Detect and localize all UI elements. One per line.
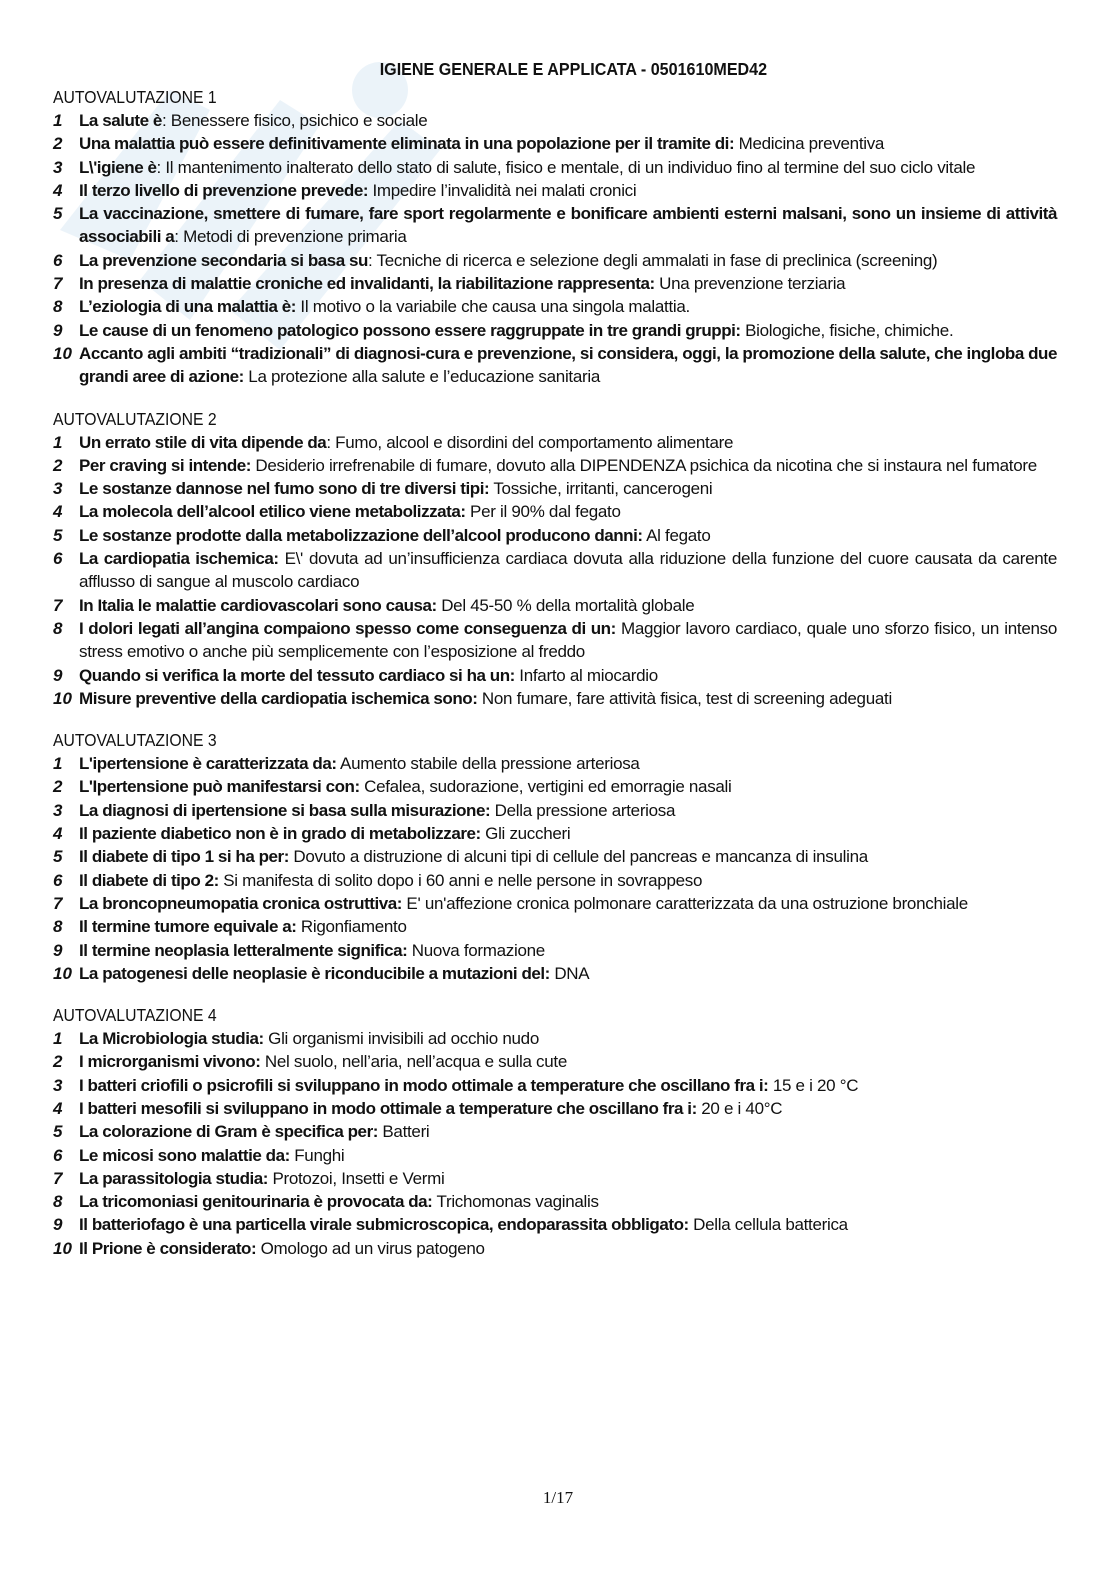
question-number: 10 [53,343,72,363]
question-label: In Italia le malattie cardiovascolari sono causa: [79,595,437,615]
question-item [53,1120,1057,1143]
answer-text: Al fegato [642,525,711,545]
section-autovalutazione-2 [53,408,1057,711]
document-page [53,58,1057,1279]
section-title: AUTOVALUTAZIONE 2 [53,408,217,429]
question-item [53,477,1057,500]
question-number: 1 [53,754,63,774]
question-text [79,1097,1057,1120]
answer-text: Dovuto a distruzione di alcuni tipi di cellule del pancreas e mancanza di insulina [288,847,868,867]
answer-text: Non fumare, fare attività fisica, test di screening adeguati [477,688,892,708]
answer-text: Aumento stabile della pressione arteriosa [336,754,640,774]
question-number: 2 [53,777,63,797]
question-item [53,547,1057,594]
answer-text: : Il mantenimento inalterato dello stato di salute, fisico e mentale, di un individuo fino al termine del suo ciclo vitale [156,157,976,177]
question-number: 3 [53,1075,63,1095]
question-item [53,1027,1057,1050]
question-number: 5 [53,204,63,224]
question-number: 1 [53,111,63,130]
question-text [79,272,1057,295]
question-number: 9 [53,1215,63,1235]
question-label: La vaccinazione, smettere di fumare, fare sport regolarmente e bonificare ambienti esterni malsani, sono un insieme di attività associabili a [79,204,1057,247]
question-item [53,1050,1057,1073]
question-item [53,962,1057,985]
question-text [79,1237,1057,1260]
question-text [79,939,1057,962]
answer-text: Medicina preventiva [734,134,885,154]
answer-text: Tossiche, irritanti, cancerogeni [489,479,713,499]
answer-text: : Tecniche di ricerca e selezione degli ammalati in fase di preclinica (screening) [367,250,938,270]
answer-text: Cefalea, sudorazione, vertigini ed emorragie nasali [359,777,732,797]
answer-text: DNA [549,963,590,983]
question-item [53,202,1057,249]
question-item [53,156,1057,179]
question-item [53,454,1057,477]
question-item [53,822,1057,845]
question-label: Per craving si intende: [79,455,251,475]
answer-text: Rigonfiamento [296,917,407,937]
question-label: L’eziologia di una malattia è: [79,297,296,317]
question-item [53,799,1057,822]
question-item [53,109,1057,132]
answer-text: Protozoi, Insetti e Vermi [268,1168,445,1188]
answer-text: Il motivo o la variabile che causa una singola malattia. [296,297,690,317]
answer-text: Omologo ad un virus patogeno [256,1238,485,1258]
question-number: 7 [53,595,63,615]
question-label: La colorazione di Gram è specifica per: [79,1122,378,1142]
question-item [53,500,1057,523]
document-title: IGIENE GENERALE E APPLICATA - 0501610MED42 [379,59,768,79]
question-item [53,319,1057,342]
question-text [79,892,1057,915]
answer-text: E\' dovuta ad un’insufficienza cardiaca dovuta alla riduzione della funzione del cuore causata da carente afflusso di sangue al muscolo cardiaco [79,549,1057,592]
answer-text: La protezione alla salute e l’educazione sanitaria [243,367,600,387]
question-label: Misure preventive della cardiopatia ischemica sono: [79,688,478,708]
question-text [79,477,1057,500]
question-label: Il diabete di tipo 2: [79,870,219,890]
question-number: 10 [53,963,72,983]
question-text [79,845,1057,868]
question-text [79,1167,1057,1190]
sections-container [53,86,1057,1260]
question-label: Il termine neoplasia letteralmente significa: [79,940,408,960]
question-number: 2 [53,455,63,475]
question-text [79,915,1057,938]
question-label: La molecola dell’alcool etilico viene metabolizzata: [79,502,466,522]
question-number: 4 [53,180,63,200]
page-number: 1/17 [542,1488,574,1507]
question-text [79,869,1057,892]
question-label: Un errato stile di vita dipende da [79,432,327,452]
question-number: 7 [53,274,63,294]
question-number: 4 [53,824,63,844]
question-text [79,775,1057,798]
question-text [79,431,1057,454]
answer-text: Trichomonas vaginalis [432,1192,599,1212]
answer-text: Biologiche, fisiche, chimiche. [740,320,954,340]
question-item [53,1144,1057,1167]
question-label: Il diabete di tipo 1 si ha per: [79,847,289,867]
question-text [79,822,1057,845]
question-text [79,1050,1057,1073]
answer-text: Infarto al miocardio [514,665,658,685]
question-item [53,845,1057,868]
question-text [79,664,1057,687]
question-label: L\'igiene è [79,157,157,177]
question-number: 7 [53,893,63,913]
answer-text: 15 e i 20 °C [768,1075,859,1095]
question-item [53,1237,1057,1260]
question-number: 8 [53,297,63,317]
question-number: 3 [53,157,63,177]
question-text [79,799,1057,822]
question-item [53,1167,1057,1190]
question-number: 5 [53,847,63,867]
answer-text: Della pressione arteriosa [490,800,676,820]
question-item [53,342,1057,389]
answer-text: Funghi [289,1145,345,1165]
question-label: In presenza di malattie croniche ed invalidanti, la riabilitazione rappresenta: [79,274,655,294]
question-number: 9 [53,320,63,340]
question-label: La diagnosi di ipertensione si basa sulla misurazione: [79,800,491,820]
question-text [79,1144,1057,1167]
question-label: Le cause di un fenomeno patologico possono essere raggruppate in tre grandi gruppi: [79,320,741,340]
question-number: 2 [53,1052,63,1072]
question-label: La tricomoniasi genitourinaria è provocata da: [79,1192,433,1212]
question-number: 6 [53,250,63,270]
section-autovalutazione-3 [53,729,1057,985]
question-label: Una malattia può essere definitivamente eliminata in una popolazione per il tramite di: [79,134,735,154]
answer-text: Una prevenzione terziaria [654,274,846,294]
question-label: La cardiopatia ischemica: [79,549,279,569]
question-label: I dolori legati all’angina compaiono spesso come conseguenza di un: [79,618,616,638]
question-item [53,664,1057,687]
question-text [79,179,1057,202]
answer-text: Nuova formazione [407,940,545,960]
question-number: 8 [53,618,63,638]
answer-text: Impedire l’invalidità nei malati cronici [368,180,637,200]
question-item [53,775,1057,798]
question-item [53,869,1057,892]
question-label: L'ipertensione è caratterizzata da: [79,754,337,774]
question-label: Il termine tumore equivale a: [79,917,297,937]
question-number: 10 [53,1238,72,1258]
question-item [53,1097,1057,1120]
question-label: Le sostanze prodotte dalla metabolizzazione dell’alcool producono danni: [79,525,643,545]
question-label: I batteri mesofili si sviluppano in modo ottimale a temperature che oscillano fra i: [79,1098,697,1118]
question-text [79,249,1057,272]
question-text [79,500,1057,523]
question-label: I batteri criofili o psicrofili si sviluppano in modo ottimale a temperature che oscillano fra i: [79,1075,769,1095]
question-item [53,617,1057,664]
question-number: 7 [53,1168,63,1188]
answer-text: 20 e i 40°C [696,1098,783,1118]
question-item [53,132,1057,155]
section-title: AUTOVALUTAZIONE 3 [53,730,217,751]
question-item [53,1190,1057,1213]
question-text [79,295,1057,318]
question-item [53,939,1057,962]
question-text [79,1074,1057,1097]
question-item [53,524,1057,547]
question-label: L'Ipertensione può manifestarsi con: [79,777,360,797]
question-number: 8 [53,917,63,937]
question-label: Quando si verifica la morte del tessuto cardiaco si ha un: [79,665,515,685]
question-number: 3 [53,800,63,820]
question-number: 4 [53,502,63,522]
answer-text: Maggior lavoro cardiaco, quale uno sforzo fisico, un intenso stress emotivo o anche più semplicemente con l’esposizione al freddo [79,618,1057,662]
section-autovalutazione-4 [53,1004,1057,1260]
question-text [79,342,1057,389]
question-number: 4 [53,1098,63,1118]
question-item [53,892,1057,915]
question-label: La parassitologia studia: [79,1168,269,1188]
section-title: AUTOVALUTAZIONE 1 [53,87,217,107]
question-item [53,915,1057,938]
question-number: 1 [53,432,63,452]
answer-text: Gli organismi invisibili ad occhio nudo [263,1029,539,1049]
question-text [79,109,1057,132]
question-label: La patogenesi delle neoplasie è riconducibile a mutazioni del: [79,963,550,983]
answer-text: Gli zuccheri [480,824,571,844]
question-text [79,202,1057,249]
question-label: Il batteriofago è una particella virale submicroscopica, endoparassita obbligato: [79,1215,689,1235]
answer-text: Batteri [377,1122,430,1142]
question-label: Accanto agli ambiti “tradizionali” di diagnosi-cura e prevenzione, si considera, oggi, la promozione della salute, che ingloba due grandi aree di azione: [79,343,1057,387]
answer-text: : Benessere fisico, psichico e sociale [161,111,428,130]
question-number: 6 [53,1145,63,1165]
question-text [79,594,1057,617]
question-text [79,1213,1057,1236]
question-number: 6 [53,870,63,890]
section-autovalutazione-1 [53,86,1057,389]
question-item [53,431,1057,454]
question-text [79,752,1057,775]
question-item [53,687,1057,710]
answer-text: : Fumo, alcool e disordini del comportamento alimentare [326,432,734,452]
question-label: Le sostanze dannose nel fumo sono di tre diversi tipi: [79,479,490,499]
question-item [53,272,1057,295]
question-text [79,1190,1057,1213]
question-text [79,687,1057,710]
question-item [53,594,1057,617]
question-label: Le micosi sono malattie da: [79,1145,290,1165]
question-text [79,156,1057,179]
answer-text: Nel suolo, nell’aria, nell’acqua e sulla cute [260,1052,567,1072]
answer-text: Per il 90% dal fegato [465,502,621,522]
answer-text: : Metodi di prevenzione primaria [174,227,407,247]
question-label: Il paziente diabetico non è in grado di metabolizzare: [79,824,481,844]
question-number: 5 [53,1122,63,1142]
answer-text: Della cellula batterica [688,1215,848,1235]
question-number: 9 [53,665,63,685]
question-number: 9 [53,940,63,960]
question-item [53,295,1057,318]
question-item [53,179,1057,202]
question-text [79,132,1057,155]
answer-text: Desiderio irrefrenabile di fumare, dovuto alla DIPENDENZA psichica da nicotina che si instaura nel fumatore [251,455,1037,475]
question-text [79,454,1057,477]
question-label: I microrganismi vivono: [79,1052,261,1072]
question-number: 1 [53,1029,63,1049]
question-text [79,617,1057,664]
question-label: La broncopneumopatia cronica ostruttiva: [79,893,402,913]
question-label: Il terzo livello di prevenzione prevede: [79,180,369,200]
question-label: La prevenzione secondaria si basa su [79,250,368,270]
question-item [53,1213,1057,1236]
question-text [79,1120,1057,1143]
question-item [53,752,1057,775]
answer-text: E' un'affezione cronica polmonare caratterizzata da una ostruzione bronchiale [402,893,968,913]
question-item [53,1074,1057,1097]
question-number: 2 [53,134,63,154]
question-label: La Microbiologia studia: [79,1029,264,1049]
section-title: AUTOVALUTAZIONE 4 [53,1005,217,1026]
question-text [79,1027,1057,1050]
question-number: 8 [53,1192,63,1212]
question-label: La salute è [79,111,162,130]
question-label: Il Prione è considerato: [79,1238,257,1258]
question-text [79,547,1057,594]
question-number: 3 [53,479,63,499]
answer-text: Del 45-50 % della mortalità globale [436,595,695,615]
answer-text: Si manifesta di solito dopo i 60 anni e nelle persone in sovrappeso [218,870,703,890]
question-item [53,249,1057,272]
question-text [79,319,1057,342]
question-number: 6 [53,549,63,569]
question-number: 5 [53,525,63,545]
question-text [79,524,1057,547]
question-number: 10 [53,688,72,708]
question-text [79,962,1057,985]
